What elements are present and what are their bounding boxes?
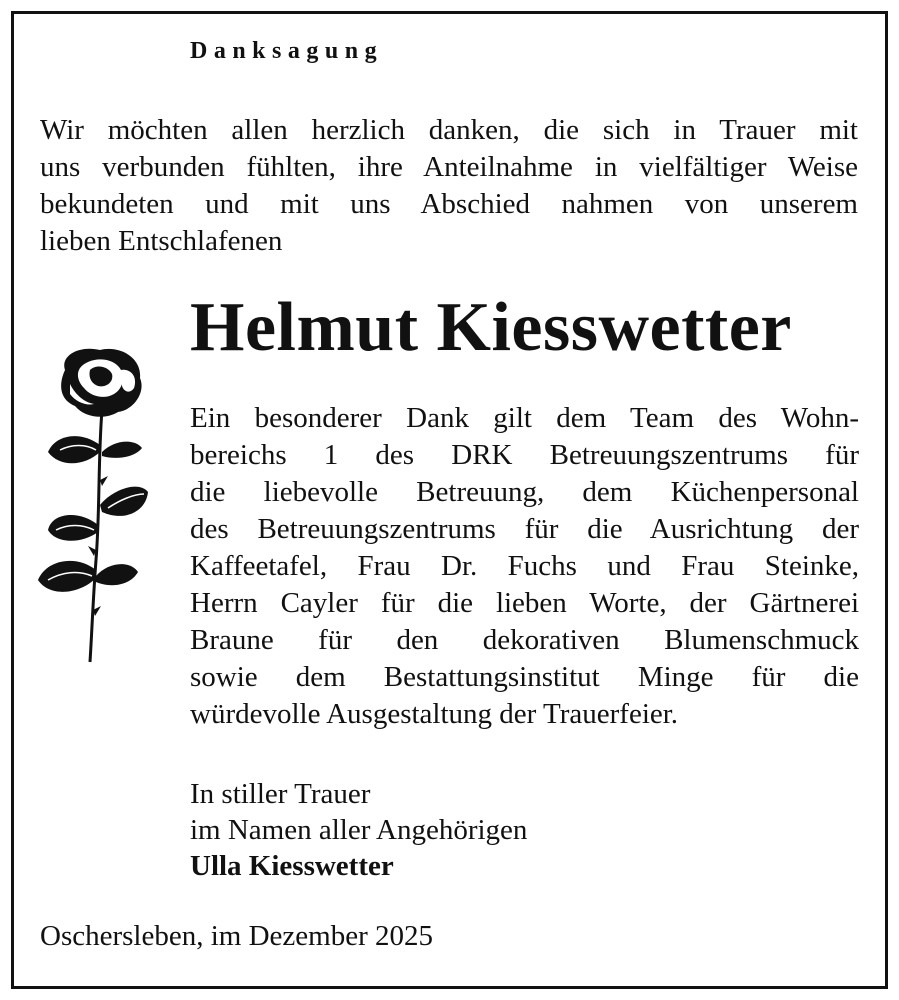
closing-line: In stiller Trauer bbox=[190, 778, 371, 810]
thanks-line: des Betreuungszentrums für die Ausrichtung der bbox=[190, 513, 859, 545]
intro-text bbox=[40, 112, 858, 260]
intro-line: uns verbunden fühlten, ihre Anteilnahme in vielfältiger Weise bbox=[40, 151, 858, 183]
thanks-line: Kaffeetafel, Frau Dr. Fuchs und Frau Steinke, bbox=[190, 550, 859, 582]
intro-line: Wir möchten allen herzlich danken, die sich in Trauer mit bbox=[40, 114, 858, 146]
thanks-line: bereichs 1 des DRK Betreuungszentrums für bbox=[190, 439, 859, 471]
deceased-name: Helmut Kiesswetter bbox=[190, 289, 792, 366]
thanks-line: Braune für den dekorativen Blumenschmuck bbox=[190, 624, 859, 656]
intro-line: lieben Entschlafenen bbox=[40, 225, 283, 257]
thanks-line: sowie dem Bestattungsinstitut Minge für die bbox=[190, 661, 859, 693]
thanks-line: die liebevolle Betreuung, dem Küchenpersonal bbox=[190, 476, 859, 508]
rose-icon bbox=[30, 340, 160, 670]
thanks-text bbox=[190, 400, 859, 733]
thanks-line: Herrn Cayler für die lieben Worte, der Gärtnerei bbox=[190, 587, 859, 619]
closing-line: im Namen aller Angehörigen bbox=[190, 814, 528, 846]
heading: Danksagung bbox=[190, 38, 384, 64]
intro-line: bekundeten und mit uns Abschied nahmen von unserem bbox=[40, 188, 858, 220]
signer-name: Ulla Kiesswetter bbox=[190, 850, 394, 882]
closing-block bbox=[190, 776, 527, 884]
thanks-line: würdevolle Ausgestaltung der Trauerfeier. bbox=[190, 698, 679, 730]
place-date: Oschersleben, im Dezember 2025 bbox=[40, 920, 433, 952]
thanks-line: Ein besonderer Dank gilt dem Team des Wohn- bbox=[190, 402, 859, 434]
